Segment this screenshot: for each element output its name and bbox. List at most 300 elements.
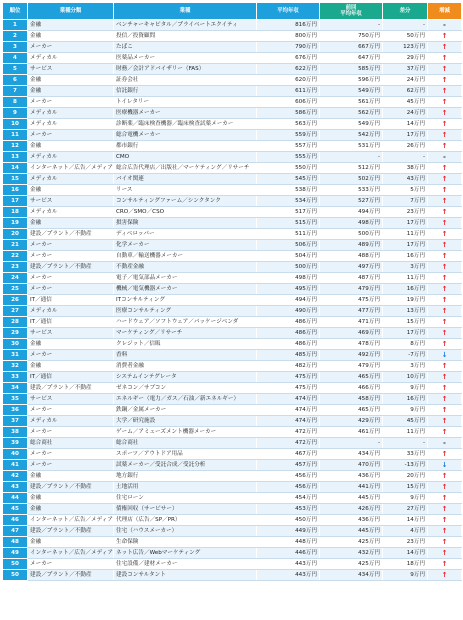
avg-income-cell: 485万円 <box>257 350 320 361</box>
industry-cell: スポーツ／アウトドア用品 <box>114 449 257 460</box>
avg-income-cell: 506万円 <box>257 240 320 251</box>
category-cell: メディカル <box>28 207 114 218</box>
diff-cell: 8万円 <box>383 339 428 350</box>
avg-income-cell: 676万円 <box>257 53 320 64</box>
rank-cell: 23 <box>3 262 28 273</box>
rank-cell: 24 <box>3 273 28 284</box>
rank-cell: 7 <box>3 86 28 97</box>
table-row <box>3 350 462 361</box>
diff-cell: 3万円 <box>383 262 428 273</box>
prev-income-cell: 478万円 <box>320 339 383 350</box>
up-arrow-icon: ↑ <box>428 383 462 394</box>
up-arrow-icon: ↑ <box>428 482 462 493</box>
industry-cell: 自動車／輸送機器メーカー <box>114 251 257 262</box>
prev-income-cell: 461万円 <box>320 427 383 438</box>
rank-cell: 27 <box>3 306 28 317</box>
diff-cell: 10万円 <box>383 372 428 383</box>
header-diff: 差分 <box>383 3 428 20</box>
table-row <box>3 339 462 350</box>
rank-cell: 2 <box>3 31 28 42</box>
table-row <box>3 383 462 394</box>
industry-cell: クレジット／信販 <box>114 339 257 350</box>
avg-income-cell: 611万円 <box>257 86 320 97</box>
category-cell: メーカー <box>28 405 114 416</box>
avg-income-cell: 490万円 <box>257 306 320 317</box>
avg-income-cell: 517万円 <box>257 207 320 218</box>
industry-cell: ネット広告／Webマーケティング <box>114 548 257 559</box>
category-cell: 建設／プラント／不動産 <box>28 482 114 493</box>
prev-income-cell: 489万円 <box>320 240 383 251</box>
diff-cell: 4万円 <box>383 526 428 537</box>
avg-income-cell: 586万円 <box>257 108 320 119</box>
diff-cell: 17万円 <box>383 240 428 251</box>
category-cell: 金融 <box>28 86 114 97</box>
table-body <box>3 20 462 581</box>
avg-income-cell: 500万円 <box>257 262 320 273</box>
diff-cell: 123万円 <box>383 42 428 53</box>
avg-income-cell: 538万円 <box>257 185 320 196</box>
diff-cell: 24万円 <box>383 108 428 119</box>
avg-income-cell: 457万円 <box>257 460 320 471</box>
diff-cell: 7万円 <box>383 196 428 207</box>
up-arrow-icon: ↑ <box>428 471 462 482</box>
category-cell: メーカー <box>28 427 114 438</box>
rank-cell: 28 <box>3 317 28 328</box>
prev-income-cell: 549万円 <box>320 86 383 97</box>
category-cell: 建設／プラント／不動産 <box>28 229 114 240</box>
header-rank: 順位 <box>3 3 28 20</box>
industry-cell: 総合商社 <box>114 438 257 449</box>
diff-cell: 23万円 <box>383 537 428 548</box>
industry-cell: ディベロッパー <box>114 229 257 240</box>
table-row <box>3 251 462 262</box>
diff-cell: 29万円 <box>383 53 428 64</box>
rank-cell: 50 <box>3 570 28 581</box>
category-cell: メーカー <box>28 97 114 108</box>
prev-income-cell: 527万円 <box>320 196 383 207</box>
industry-cell: バイオ関連 <box>114 174 257 185</box>
diff-cell: 9万円 <box>383 570 428 581</box>
table-row <box>3 86 462 97</box>
industry-cell: 代理店（広告／SP／PR） <box>114 515 257 526</box>
table-row <box>3 372 462 383</box>
avg-income-cell: 606万円 <box>257 97 320 108</box>
up-arrow-icon: ↑ <box>428 284 462 295</box>
industry-cell: 不動産金融 <box>114 262 257 273</box>
avg-income-cell: 449万円 <box>257 526 320 537</box>
category-cell: 金融 <box>28 218 114 229</box>
industry-cell: リース <box>114 185 257 196</box>
industry-cell: 投信／投資顧問 <box>114 31 257 42</box>
rank-cell: 31 <box>3 350 28 361</box>
prev-income-cell: 494万円 <box>320 207 383 218</box>
table-row <box>3 361 462 372</box>
diff-cell: 20万円 <box>383 471 428 482</box>
rank-cell: 3 <box>3 42 28 53</box>
category-cell: メーカー <box>28 130 114 141</box>
category-cell: IT／通信 <box>28 295 114 306</box>
diff-cell: 45万円 <box>383 97 428 108</box>
industry-cell: 生命保険 <box>114 537 257 548</box>
up-arrow-icon: ↑ <box>428 240 462 251</box>
rank-cell: 43 <box>3 482 28 493</box>
diff-cell: 17万円 <box>383 328 428 339</box>
industry-cell: 建設コンサルタント <box>114 570 257 581</box>
avg-income-cell: 443万円 <box>257 559 320 570</box>
rank-cell: 34 <box>3 383 28 394</box>
category-cell: メーカー <box>28 240 114 251</box>
rank-cell: 21 <box>3 240 28 251</box>
rank-cell: 18 <box>3 207 28 218</box>
prev-income-cell: 500万円 <box>320 229 383 240</box>
diff-cell: - <box>383 438 428 449</box>
rank-cell: 33 <box>3 372 28 383</box>
table-row <box>3 141 462 152</box>
header-category: 業種分類 <box>28 3 114 20</box>
table-row <box>3 460 462 471</box>
prev-income-cell: 596万円 <box>320 75 383 86</box>
diff-cell: -7万円 <box>383 350 428 361</box>
category-cell: メディカル <box>28 152 114 163</box>
avg-income-cell: 482万円 <box>257 361 320 372</box>
up-arrow-icon: ↑ <box>428 251 462 262</box>
category-cell: 金融 <box>28 75 114 86</box>
diff-cell: 15万円 <box>383 482 428 493</box>
up-arrow-icon: ↑ <box>428 515 462 526</box>
avg-income-cell: 555万円 <box>257 152 320 163</box>
avg-income-cell: 475万円 <box>257 383 320 394</box>
up-arrow-icon: ↑ <box>428 328 462 339</box>
table-row <box>3 416 462 427</box>
avg-income-cell: 454万円 <box>257 493 320 504</box>
prev-income-cell: 441万円 <box>320 482 383 493</box>
rank-cell: 45 <box>3 504 28 515</box>
rank-cell: 44 <box>3 493 28 504</box>
table-row <box>3 482 462 493</box>
down-arrow-icon: ↓ <box>428 350 462 361</box>
up-arrow-icon: ↑ <box>428 416 462 427</box>
diff-cell: 11万円 <box>383 427 428 438</box>
avg-income-cell: 515万円 <box>257 218 320 229</box>
rank-cell: 11 <box>3 130 28 141</box>
up-arrow-icon: ↑ <box>428 504 462 515</box>
rank-cell: 6 <box>3 75 28 86</box>
dash-icon: - <box>428 438 462 449</box>
table-row <box>3 405 462 416</box>
diff-cell: 14万円 <box>383 548 428 559</box>
avg-income-cell: 453万円 <box>257 504 320 515</box>
prev-income-cell: 542万円 <box>320 130 383 141</box>
industry-cell: ハードウェア／ソフトウェア／パッケージベンダ <box>114 317 257 328</box>
industry-cell: 試薬メーカー／受託合成／受託分析 <box>114 460 257 471</box>
avg-income-cell: 456万円 <box>257 471 320 482</box>
table-row <box>3 174 462 185</box>
up-arrow-icon: ↑ <box>428 174 462 185</box>
up-arrow-icon: ↑ <box>428 372 462 383</box>
avg-income-cell: 620万円 <box>257 75 320 86</box>
industry-cell: 医療機器メーカー <box>114 108 257 119</box>
avg-income-cell: 474万円 <box>257 416 320 427</box>
avg-income-cell: 559万円 <box>257 130 320 141</box>
industry-cell: 都市銀行 <box>114 141 257 152</box>
diff-cell: 43万円 <box>383 174 428 185</box>
diff-cell: 3万円 <box>383 361 428 372</box>
industry-cell: 財務／会計アドバイザリー（FAS） <box>114 64 257 75</box>
avg-income-cell: 486万円 <box>257 328 320 339</box>
rank-cell: 4 <box>3 53 28 64</box>
category-cell: インターネット／広告／メディア <box>28 515 114 526</box>
prev-income-cell: 533万円 <box>320 185 383 196</box>
table-row <box>3 75 462 86</box>
avg-income-cell: 456万円 <box>257 482 320 493</box>
up-arrow-icon: ↑ <box>428 449 462 460</box>
up-arrow-icon: ↑ <box>428 218 462 229</box>
rank-cell: 38 <box>3 427 28 438</box>
avg-income-cell: 450万円 <box>257 515 320 526</box>
up-arrow-icon: ↑ <box>428 537 462 548</box>
table-row <box>3 295 462 306</box>
avg-income-cell: 474万円 <box>257 394 320 405</box>
prev-income-cell: 512万円 <box>320 163 383 174</box>
up-arrow-icon: ↑ <box>428 196 462 207</box>
prev-income-cell: 488万円 <box>320 251 383 262</box>
category-cell: 金融 <box>28 471 114 482</box>
diff-cell: 62万円 <box>383 86 428 97</box>
category-cell: 建設／プラント／不動産 <box>28 570 114 581</box>
industry-cell: 香料 <box>114 350 257 361</box>
category-cell: メーカー <box>28 559 114 570</box>
avg-income-cell: 511万円 <box>257 229 320 240</box>
up-arrow-icon: ↑ <box>428 405 462 416</box>
up-arrow-icon: ↑ <box>428 64 462 75</box>
up-arrow-icon: ↑ <box>428 86 462 97</box>
up-arrow-icon: ↑ <box>428 339 462 350</box>
avg-income-cell: 467万円 <box>257 449 320 460</box>
up-arrow-icon: ↑ <box>428 262 462 273</box>
industry-cell: ゲーム／アミューズメント機器メーカー <box>114 427 257 438</box>
rank-cell: 32 <box>3 361 28 372</box>
table-row <box>3 108 462 119</box>
rank-cell: 47 <box>3 526 28 537</box>
category-cell: 金融 <box>28 20 114 31</box>
industry-cell: 大学／研究施設 <box>114 416 257 427</box>
rank-cell: 26 <box>3 295 28 306</box>
prev-income-cell: 561万円 <box>320 97 383 108</box>
prev-income-cell: - <box>320 438 383 449</box>
industry-cell: 住宅設備／建材メーカー <box>114 559 257 570</box>
table-row <box>3 526 462 537</box>
industry-cell: 総合電機メーカー <box>114 130 257 141</box>
rank-cell: 46 <box>3 515 28 526</box>
industry-cell: ITコンサルティング <box>114 295 257 306</box>
prev-income-cell: 471万円 <box>320 317 383 328</box>
prev-income-cell: 436万円 <box>320 471 383 482</box>
industry-cell: CRO／SMO／CSO <box>114 207 257 218</box>
table-row <box>3 438 462 449</box>
rank-cell: 13 <box>3 152 28 163</box>
prev-income-cell: 475万円 <box>320 295 383 306</box>
avg-income-cell: 504万円 <box>257 251 320 262</box>
prev-income-cell: 470万円 <box>320 460 383 471</box>
rank-cell: 5 <box>3 64 28 75</box>
rank-cell: 15 <box>3 174 28 185</box>
rank-cell: 37 <box>3 416 28 427</box>
avg-income-cell: 472万円 <box>257 427 320 438</box>
prev-income-cell: - <box>320 152 383 163</box>
category-cell: 金融 <box>28 339 114 350</box>
diff-cell: 15万円 <box>383 317 428 328</box>
table-row <box>3 449 462 460</box>
prev-income-cell: 487万円 <box>320 273 383 284</box>
header-prev-income: 前回 平均年収 <box>320 3 383 20</box>
diff-cell: 19万円 <box>383 295 428 306</box>
table-row <box>3 152 462 163</box>
industry-cell: 住宅ローン <box>114 493 257 504</box>
diff-cell: 18万円 <box>383 559 428 570</box>
industry-cell: 損害保険 <box>114 218 257 229</box>
avg-income-cell: 446万円 <box>257 548 320 559</box>
table-row <box>3 196 462 207</box>
category-cell: メディカル <box>28 416 114 427</box>
rank-cell: 22 <box>3 251 28 262</box>
avg-income-cell: 474万円 <box>257 405 320 416</box>
up-arrow-icon: ↑ <box>428 130 462 141</box>
prev-income-cell: 425万円 <box>320 559 383 570</box>
ranking-table-container <box>2 2 461 581</box>
industry-cell: 機械／電気機器メーカー <box>114 284 257 295</box>
category-cell: メディカル <box>28 306 114 317</box>
diff-cell: - <box>383 20 428 31</box>
up-arrow-icon: ↑ <box>428 31 462 42</box>
diff-cell: 17万円 <box>383 130 428 141</box>
diff-cell: 33万円 <box>383 449 428 460</box>
prev-income-cell: 465万円 <box>320 372 383 383</box>
up-arrow-icon: ↑ <box>428 207 462 218</box>
category-cell: サービス <box>28 196 114 207</box>
category-cell: メーカー <box>28 449 114 460</box>
category-cell: サービス <box>28 394 114 405</box>
industry-cell: ベンチャーキャピタル／プライベートエクイティ <box>114 20 257 31</box>
up-arrow-icon: ↑ <box>428 119 462 130</box>
dash-icon: - <box>428 152 462 163</box>
category-cell: 金融 <box>28 361 114 372</box>
category-cell: 建設／プラント／不動産 <box>28 262 114 273</box>
up-arrow-icon: ↑ <box>428 53 462 64</box>
rank-cell: 8 <box>3 97 28 108</box>
category-cell: 金融 <box>28 537 114 548</box>
prev-income-cell: 479万円 <box>320 361 383 372</box>
diff-cell: - <box>383 152 428 163</box>
diff-cell: 11万円 <box>383 273 428 284</box>
category-cell: メーカー <box>28 284 114 295</box>
industry-cell: コンサルティングファーム／シンクタンク <box>114 196 257 207</box>
up-arrow-icon: ↑ <box>428 493 462 504</box>
category-cell: メーカー <box>28 350 114 361</box>
rank-cell: 17 <box>3 196 28 207</box>
prev-income-cell: 432万円 <box>320 548 383 559</box>
diff-cell: 16万円 <box>383 251 428 262</box>
header-avg-income: 平均年収 <box>257 3 320 20</box>
rank-cell: 41 <box>3 460 28 471</box>
category-cell: 金融 <box>28 141 114 152</box>
diff-cell: 9万円 <box>383 405 428 416</box>
table-row <box>3 317 462 328</box>
category-cell: 建設／プラント／不動産 <box>28 526 114 537</box>
table-row <box>3 42 462 53</box>
prev-income-cell: 562万円 <box>320 108 383 119</box>
diff-cell: 26万円 <box>383 141 428 152</box>
prev-income-cell: 445万円 <box>320 526 383 537</box>
up-arrow-icon: ↑ <box>428 141 462 152</box>
category-cell: メディカル <box>28 174 114 185</box>
rank-cell: 42 <box>3 471 28 482</box>
avg-income-cell: 495万円 <box>257 284 320 295</box>
avg-income-cell: 486万円 <box>257 317 320 328</box>
category-cell: 建設／プラント／不動産 <box>28 383 114 394</box>
prev-income-cell: 479万円 <box>320 284 383 295</box>
avg-income-cell: 800万円 <box>257 31 320 42</box>
avg-income-cell: 494万円 <box>257 295 320 306</box>
industry-cell: 診断薬／臨床検査機器／臨床検査試薬メーカー <box>114 119 257 130</box>
up-arrow-icon: ↑ <box>428 163 462 174</box>
industry-cell: トイレタリー <box>114 97 257 108</box>
prev-income-cell: 469万円 <box>320 328 383 339</box>
category-cell: 総合商社 <box>28 438 114 449</box>
table-row <box>3 306 462 317</box>
rank-cell: 30 <box>3 339 28 350</box>
prev-income-cell: 750万円 <box>320 31 383 42</box>
up-arrow-icon: ↑ <box>428 394 462 405</box>
avg-income-cell: 486万円 <box>257 339 320 350</box>
rank-cell: 9 <box>3 108 28 119</box>
table-header-row <box>3 3 462 20</box>
avg-income-cell: 816万円 <box>257 20 320 31</box>
industry-cell: 医薬品メーカー <box>114 53 257 64</box>
diff-cell: 38万円 <box>383 163 428 174</box>
industry-cell: ゼネコン／サブコン <box>114 383 257 394</box>
rank-cell: 12 <box>3 141 28 152</box>
category-cell: 金融 <box>28 185 114 196</box>
prev-income-cell: 502万円 <box>320 174 383 185</box>
up-arrow-icon: ↑ <box>428 361 462 372</box>
table-row <box>3 64 462 75</box>
prev-income-cell: 445万円 <box>320 493 383 504</box>
up-arrow-icon: ↑ <box>428 42 462 53</box>
rank-cell: 48 <box>3 537 28 548</box>
prev-income-cell: 434万円 <box>320 449 383 460</box>
avg-income-cell: 790万円 <box>257 42 320 53</box>
table-row <box>3 163 462 174</box>
table-row <box>3 504 462 515</box>
rank-cell: 39 <box>3 438 28 449</box>
category-cell: サービス <box>28 328 114 339</box>
up-arrow-icon: ↑ <box>428 108 462 119</box>
industry-cell: 鉄鋼／金属メーカー <box>114 405 257 416</box>
avg-income-cell: 498万円 <box>257 273 320 284</box>
prev-income-cell: 549万円 <box>320 119 383 130</box>
dash-icon: - <box>428 20 462 31</box>
prev-income-cell: 585万円 <box>320 64 383 75</box>
prev-income-cell: - <box>320 20 383 31</box>
avg-income-cell: 622万円 <box>257 64 320 75</box>
header-trend: 増減 <box>428 3 462 20</box>
diff-cell: 27万円 <box>383 504 428 515</box>
table-row <box>3 31 462 42</box>
table-row <box>3 53 462 64</box>
table-row <box>3 515 462 526</box>
up-arrow-icon: ↑ <box>428 273 462 284</box>
diff-cell: 16万円 <box>383 394 428 405</box>
